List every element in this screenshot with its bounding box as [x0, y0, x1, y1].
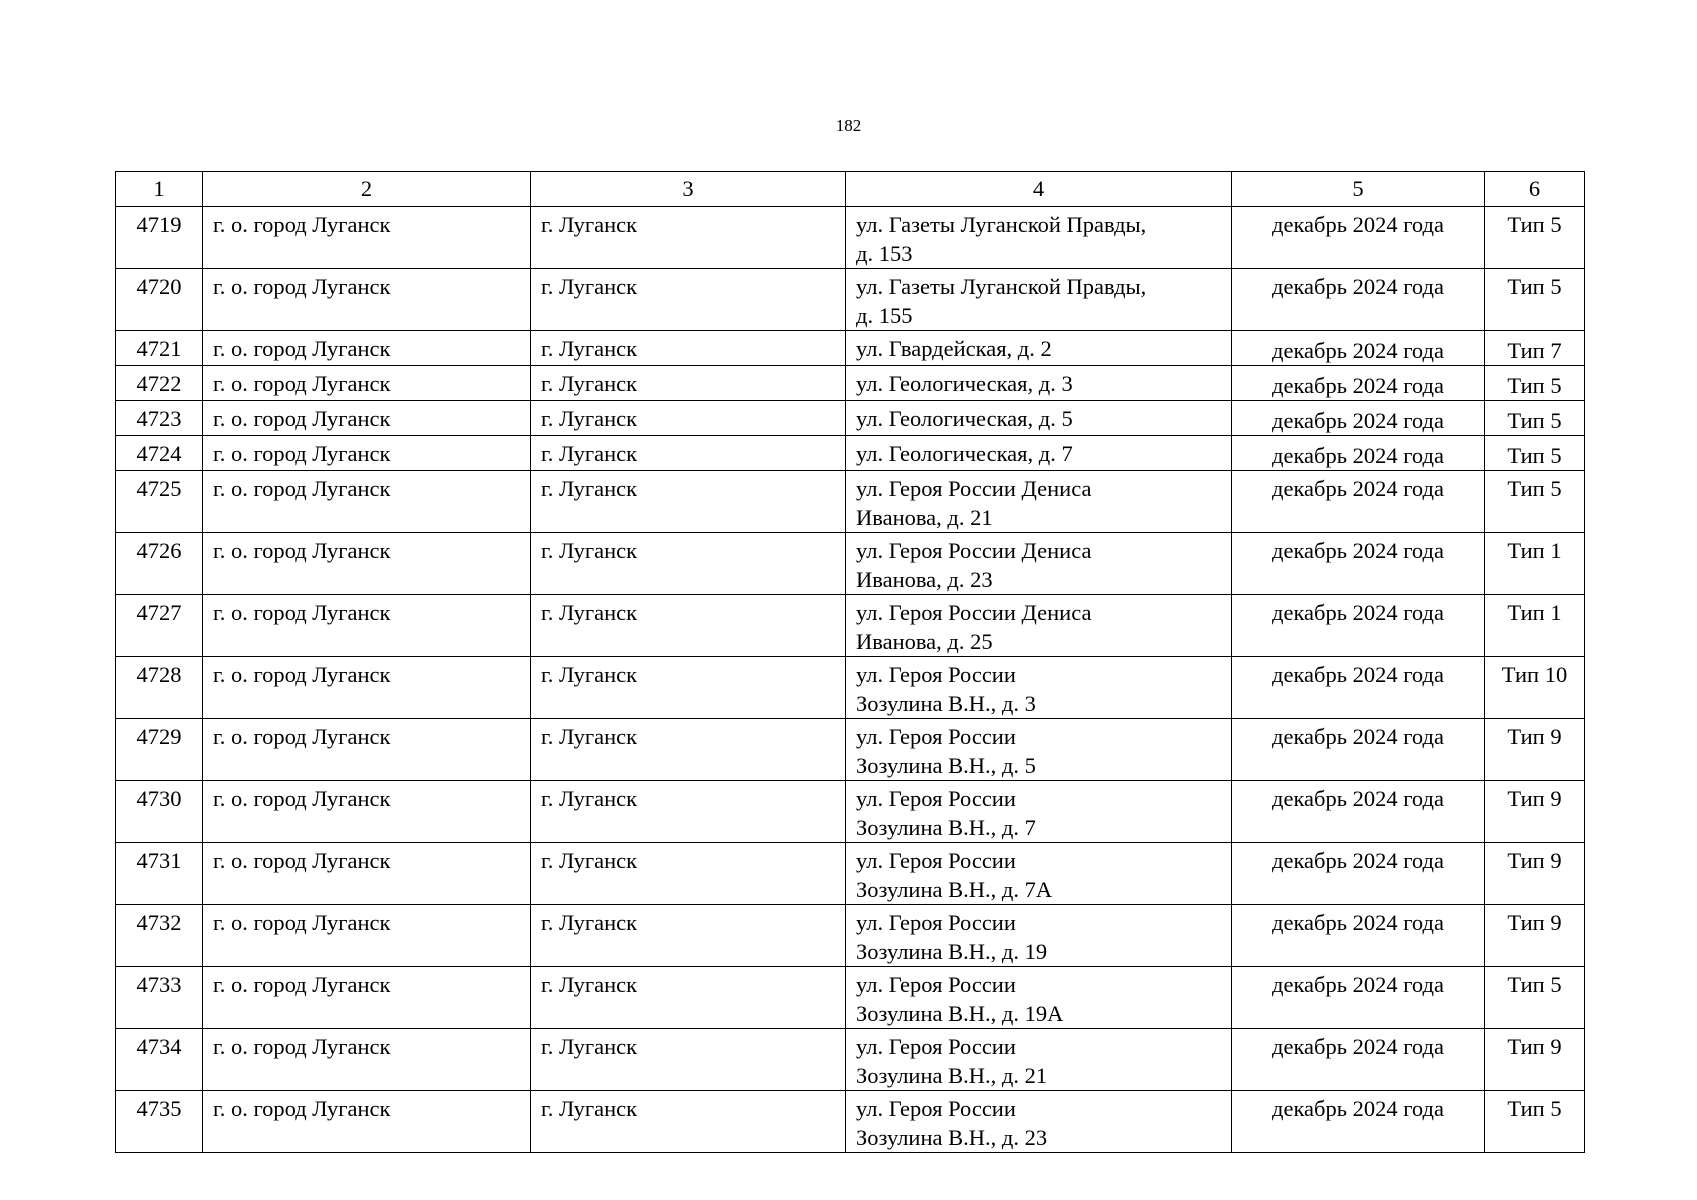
address-line: Иванова, д. 25	[856, 629, 993, 654]
address-line: Зозулина В.Н., д. 21	[856, 1063, 1048, 1088]
address-line: ул. Героя России	[856, 786, 1016, 811]
address-line: ул. Газеты Луганской Правды,	[856, 274, 1147, 299]
row-number-cell: 4727	[116, 595, 203, 657]
column-header: 4	[846, 172, 1232, 207]
locality-cell: г. Луганск	[531, 781, 846, 843]
row-number-cell: 4719	[116, 207, 203, 269]
address-cell	[846, 401, 1232, 436]
address-cell	[846, 471, 1232, 533]
address-cell	[846, 781, 1232, 843]
column-header: 3	[531, 172, 846, 207]
table-row	[116, 781, 1585, 843]
address-cell	[846, 595, 1232, 657]
address-line: ул. Героя России	[856, 662, 1016, 687]
row-number-cell: 4733	[116, 967, 203, 1029]
period-cell: декабрь 2024 года	[1232, 269, 1485, 331]
period-cell: декабрь 2024 года	[1232, 967, 1485, 1029]
type-cell: Тип 9	[1485, 781, 1585, 843]
address-line: ул. Героя России Дениса	[856, 600, 1092, 625]
type-cell: Тип 5	[1485, 401, 1585, 436]
locality-cell: г. Луганск	[531, 967, 846, 1029]
address-line: ул. Героя России	[856, 724, 1016, 749]
table-row	[116, 366, 1585, 401]
address-cell	[846, 719, 1232, 781]
period-cell: декабрь 2024 года	[1232, 781, 1485, 843]
type-cell: Тип 10	[1485, 657, 1585, 719]
address-line: ул. Героя России	[856, 972, 1016, 997]
locality-cell: г. Луганск	[531, 657, 846, 719]
district-cell: г. о. город Луганск	[203, 436, 531, 471]
period-cell: декабрь 2024 года	[1232, 657, 1485, 719]
type-cell: Тип 5	[1485, 436, 1585, 471]
address-line: ул. Героя России	[856, 848, 1016, 873]
address-cell	[846, 843, 1232, 905]
type-cell: Тип 9	[1485, 1029, 1585, 1091]
table-row	[116, 905, 1585, 967]
locality-cell: г. Луганск	[531, 719, 846, 781]
address-cell	[846, 657, 1232, 719]
district-cell: г. о. город Луганск	[203, 719, 531, 781]
period-cell: декабрь 2024 года	[1232, 1091, 1485, 1153]
housing-register-table	[115, 171, 1585, 1153]
locality-cell: г. Луганск	[531, 1029, 846, 1091]
type-cell: Тип 5	[1485, 207, 1585, 269]
row-number-cell: 4732	[116, 905, 203, 967]
row-number-cell: 4721	[116, 331, 203, 366]
locality-cell: г. Луганск	[531, 1091, 846, 1153]
district-cell: г. о. город Луганск	[203, 366, 531, 401]
table-row	[116, 471, 1585, 533]
type-cell: Тип 9	[1485, 843, 1585, 905]
district-cell: г. о. город Луганск	[203, 331, 531, 366]
period-cell: декабрь 2024 года	[1232, 719, 1485, 781]
period-cell: декабрь 2024 года	[1232, 207, 1485, 269]
row-number-cell: 4724	[116, 436, 203, 471]
type-cell: Тип 9	[1485, 719, 1585, 781]
address-line: ул. Героя России Дениса	[856, 538, 1092, 563]
district-cell: г. о. город Луганск	[203, 657, 531, 719]
type-cell: Тип 7	[1485, 331, 1585, 366]
column-header: 6	[1485, 172, 1585, 207]
type-cell: Тип 9	[1485, 905, 1585, 967]
row-number-cell: 4725	[116, 471, 203, 533]
column-header: 1	[116, 172, 203, 207]
row-number-cell: 4730	[116, 781, 203, 843]
period-cell: декабрь 2024 года	[1232, 843, 1485, 905]
address-cell	[846, 1029, 1232, 1091]
type-cell: Тип 1	[1485, 595, 1585, 657]
table-row	[116, 967, 1585, 1029]
table-row	[116, 1091, 1585, 1153]
row-number-cell: 4723	[116, 401, 203, 436]
period-cell: декабрь 2024 года	[1232, 436, 1485, 471]
type-cell: Тип 5	[1485, 967, 1585, 1029]
district-cell: г. о. город Луганск	[203, 269, 531, 331]
address-line: Зозулина В.Н., д. 19	[856, 939, 1048, 964]
district-cell: г. о. город Луганск	[203, 967, 531, 1029]
address-line: Иванова, д. 21	[856, 505, 993, 530]
address-cell	[846, 436, 1232, 471]
table-row	[116, 657, 1585, 719]
address-line: Зозулина В.Н., д. 3	[856, 691, 1036, 716]
address-line: ул. Героя России	[856, 1096, 1016, 1121]
period-cell: декабрь 2024 года	[1232, 331, 1485, 366]
period-cell: декабрь 2024 года	[1232, 905, 1485, 967]
address-cell	[846, 331, 1232, 366]
address-line: ул. Газеты Луганской Правды,	[856, 212, 1147, 237]
address-cell	[846, 905, 1232, 967]
row-number-cell: 4722	[116, 366, 203, 401]
locality-cell: г. Луганск	[531, 471, 846, 533]
table-row	[116, 843, 1585, 905]
row-number-cell: 4735	[116, 1091, 203, 1153]
row-number-cell: 4729	[116, 719, 203, 781]
table-row	[116, 533, 1585, 595]
locality-cell: г. Луганск	[531, 401, 846, 436]
column-number-header-row	[116, 172, 1585, 207]
locality-cell: г. Луганск	[531, 366, 846, 401]
type-cell: Тип 5	[1485, 269, 1585, 331]
row-number-cell: 4726	[116, 533, 203, 595]
period-cell: декабрь 2024 года	[1232, 401, 1485, 436]
locality-cell: г. Луганск	[531, 843, 846, 905]
row-number-cell: 4734	[116, 1029, 203, 1091]
address-line: ул. Героя России	[856, 1034, 1016, 1059]
period-cell: декабрь 2024 года	[1232, 533, 1485, 595]
address-line: д. 155	[856, 303, 913, 328]
period-cell: декабрь 2024 года	[1232, 1029, 1485, 1091]
type-cell: Тип 5	[1485, 1091, 1585, 1153]
address-line: Иванова, д. 23	[856, 567, 993, 592]
table-row	[116, 719, 1585, 781]
table-row	[116, 595, 1585, 657]
address-cell	[846, 967, 1232, 1029]
locality-cell: г. Луганск	[531, 905, 846, 967]
district-cell: г. о. город Луганск	[203, 905, 531, 967]
district-cell: г. о. город Луганск	[203, 207, 531, 269]
period-cell: декабрь 2024 года	[1232, 366, 1485, 401]
address-cell	[846, 269, 1232, 331]
column-header: 2	[203, 172, 531, 207]
address-line: Зозулина В.Н., д. 23	[856, 1125, 1048, 1150]
type-cell: Тип 5	[1485, 471, 1585, 533]
locality-cell: г. Луганск	[531, 269, 846, 331]
locality-cell: г. Луганск	[531, 207, 846, 269]
address-line: ул. Гвардейская, д. 2	[856, 336, 1052, 361]
locality-cell: г. Луганск	[531, 331, 846, 366]
district-cell: г. о. город Луганск	[203, 1029, 531, 1091]
district-cell: г. о. город Луганск	[203, 533, 531, 595]
address-line: ул. Геологическая, д. 3	[856, 371, 1073, 396]
district-cell: г. о. город Луганск	[203, 1091, 531, 1153]
row-number-cell: 4720	[116, 269, 203, 331]
district-cell: г. о. город Луганск	[203, 471, 531, 533]
address-line: Зозулина В.Н., д. 7А	[856, 877, 1053, 902]
table-row	[116, 269, 1585, 331]
table-row	[116, 207, 1585, 269]
address-cell	[846, 1091, 1232, 1153]
column-header: 5	[1232, 172, 1485, 207]
period-cell: декабрь 2024 года	[1232, 595, 1485, 657]
row-number-cell: 4731	[116, 843, 203, 905]
address-line: Зозулина В.Н., д. 5	[856, 753, 1036, 778]
locality-cell: г. Луганск	[531, 533, 846, 595]
address-line: ул. Героя России	[856, 910, 1016, 935]
type-cell: Тип 5	[1485, 366, 1585, 401]
district-cell: г. о. город Луганск	[203, 781, 531, 843]
page-number: 182	[835, 116, 862, 135]
address-line: ул. Героя России Дениса	[856, 476, 1092, 501]
table-row	[116, 401, 1585, 436]
district-cell: г. о. город Луганск	[203, 401, 531, 436]
row-number-cell: 4728	[116, 657, 203, 719]
address-line: Зозулина В.Н., д. 19А	[856, 1001, 1064, 1026]
table-body	[116, 207, 1585, 1153]
type-cell: Тип 1	[1485, 533, 1585, 595]
district-cell: г. о. город Луганск	[203, 843, 531, 905]
table-row	[116, 1029, 1585, 1091]
address-line: д. 153	[856, 241, 913, 266]
address-cell	[846, 533, 1232, 595]
address-line: ул. Геологическая, д. 5	[856, 406, 1073, 431]
locality-cell: г. Луганск	[531, 595, 846, 657]
address-line: Зозулина В.Н., д. 7	[856, 815, 1036, 840]
district-cell: г. о. город Луганск	[203, 595, 531, 657]
period-cell: декабрь 2024 года	[1232, 471, 1485, 533]
address-cell	[846, 207, 1232, 269]
address-cell	[846, 366, 1232, 401]
address-line: ул. Геологическая, д. 7	[856, 441, 1073, 466]
table-row	[116, 331, 1585, 366]
locality-cell: г. Луганск	[531, 436, 846, 471]
table-row	[116, 436, 1585, 471]
